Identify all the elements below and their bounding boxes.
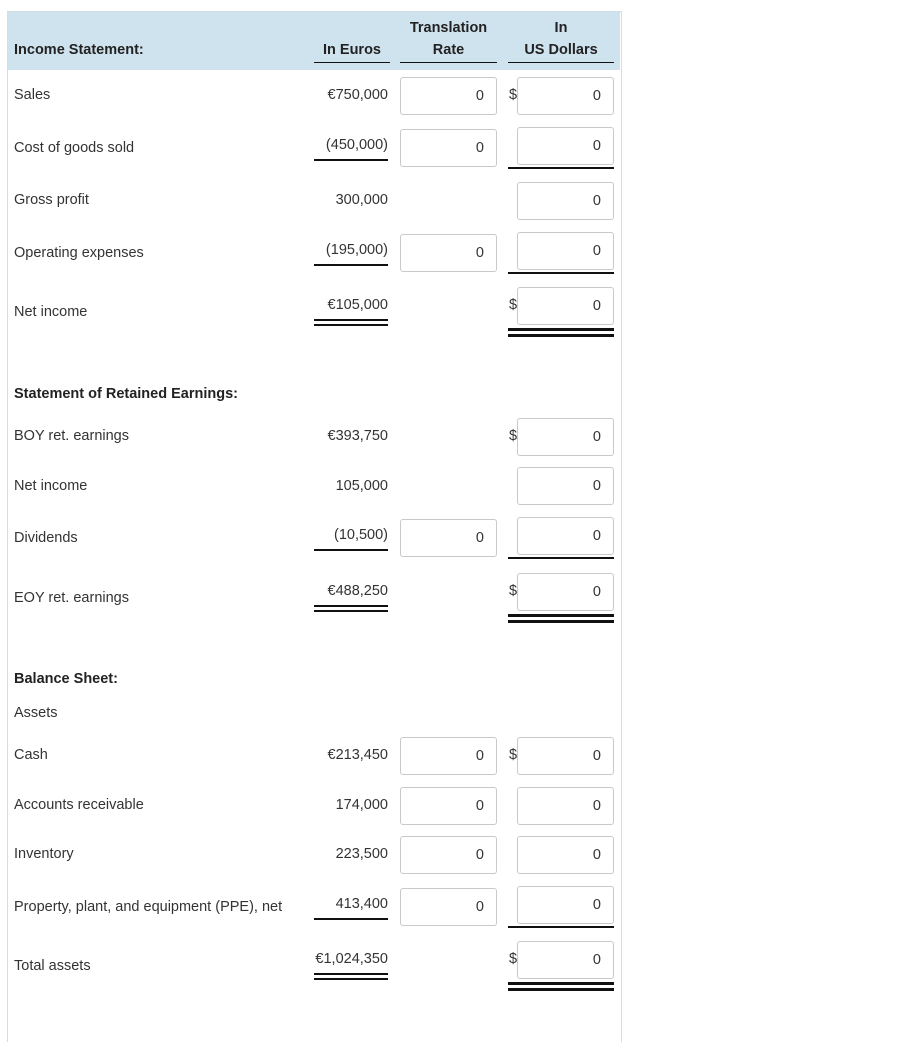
euros-operating-expenses: (195,000) bbox=[325, 242, 388, 258]
row-label-cash: Cash bbox=[14, 747, 48, 763]
usd-input-sales[interactable]: 0 bbox=[517, 77, 614, 115]
retained-earnings-title: Statement of Retained Earnings: bbox=[14, 386, 238, 402]
usd-input-net-income[interactable]: 0 bbox=[517, 287, 614, 325]
income-statement-title: Income Statement: bbox=[14, 42, 144, 58]
euros-opex-underline bbox=[314, 264, 388, 266]
usd-input-operating-expenses[interactable]: 0 bbox=[517, 232, 614, 270]
row-label-eoy-ret-earnings: EOY ret. earnings bbox=[14, 590, 129, 606]
dollar-sign-total-assets: $ bbox=[509, 951, 518, 967]
row-label-net-income: Net income bbox=[14, 304, 88, 320]
euros-sales: €750,000 bbox=[327, 87, 388, 103]
euros-cogs: (450,000) bbox=[325, 137, 388, 153]
row-label-gross-profit: Gross profit bbox=[14, 192, 89, 208]
euros-cash: €213,450 bbox=[327, 747, 388, 763]
col-header-euros: In Euros bbox=[322, 42, 381, 58]
rate-input-cogs[interactable]: 0 bbox=[400, 129, 497, 167]
euros-total-assets-double-line-bottom bbox=[314, 978, 388, 980]
col-header-usd-line2: US Dollars bbox=[524, 42, 598, 58]
euros-boy-ret-earnings: €393,750 bbox=[327, 428, 388, 444]
assets-label: Assets bbox=[14, 705, 58, 721]
rate-input-accounts-receivable[interactable]: 0 bbox=[400, 787, 497, 825]
usd-input-accounts-receivable[interactable]: 0 bbox=[517, 787, 614, 825]
usd-input-eoy-ret-earnings[interactable]: 0 bbox=[517, 573, 614, 611]
usd-input-cogs[interactable]: 0 bbox=[517, 127, 614, 165]
usd-opex-underline bbox=[508, 272, 614, 274]
dollar-sign-sales: $ bbox=[509, 87, 518, 103]
euros-eoy-ret-earnings: €488,250 bbox=[327, 583, 388, 599]
rate-input-cash[interactable]: 0 bbox=[400, 737, 497, 775]
col-header-rate-underline bbox=[400, 62, 497, 63]
row-label-sales: Sales bbox=[14, 87, 51, 103]
rate-input-operating-expenses[interactable]: 0 bbox=[400, 234, 497, 272]
dollar-sign-boy-ret-earnings: $ bbox=[509, 428, 518, 444]
dollar-sign-cash: $ bbox=[509, 747, 518, 763]
usd-eoy-double-line-bottom bbox=[508, 620, 614, 623]
col-header-euros-underline bbox=[314, 62, 390, 63]
row-label-operating-expenses: Operating expenses bbox=[14, 245, 144, 261]
usd-input-dividends[interactable]: 0 bbox=[517, 517, 614, 555]
euros-net-income: €105,000 bbox=[327, 297, 388, 313]
row-label-inventory: Inventory bbox=[14, 846, 74, 862]
euros-dividends-underline bbox=[314, 549, 388, 551]
euros-gross-profit: 300,000 bbox=[335, 192, 388, 208]
usd-input-cash[interactable]: 0 bbox=[517, 737, 614, 775]
usd-input-re-net-income[interactable]: 0 bbox=[517, 467, 614, 505]
euros-re-net-income: 105,000 bbox=[335, 478, 388, 494]
usd-net-income-double-line-top bbox=[508, 328, 614, 331]
usd-cogs-underline bbox=[508, 167, 614, 169]
balance-sheet-title: Balance Sheet: bbox=[14, 671, 118, 687]
col-header-rate-line1: Translation bbox=[409, 20, 488, 36]
row-label-ppe: Property, plant, and equipment (PPE), net bbox=[14, 899, 283, 915]
dollar-sign-net-income: $ bbox=[509, 297, 518, 313]
row-label-accounts-receivable: Accounts receivable bbox=[14, 797, 144, 813]
euros-inventory: 223,500 bbox=[335, 846, 388, 862]
rate-input-sales[interactable]: 0 bbox=[400, 77, 497, 115]
row-label-cogs: Cost of goods sold bbox=[14, 140, 135, 156]
usd-input-boy-ret-earnings[interactable]: 0 bbox=[517, 418, 614, 456]
euros-eoy-double-line-top bbox=[314, 605, 388, 607]
usd-input-gross-profit[interactable]: 0 bbox=[517, 182, 614, 220]
euros-total-assets-double-line-top bbox=[314, 973, 388, 975]
euros-accounts-receivable: 174,000 bbox=[335, 797, 388, 813]
dollar-sign-eoy-ret-earnings: $ bbox=[509, 583, 518, 599]
rate-input-dividends[interactable]: 0 bbox=[400, 519, 497, 557]
col-header-usd-line1: In bbox=[554, 20, 568, 36]
rate-input-ppe[interactable]: 0 bbox=[400, 888, 497, 926]
usd-ppe-underline bbox=[508, 926, 614, 928]
col-header-rate-line2: Rate bbox=[432, 42, 465, 58]
euros-eoy-double-line-bottom bbox=[314, 610, 388, 612]
row-label-boy-ret-earnings: BOY ret. earnings bbox=[14, 428, 129, 444]
usd-eoy-double-line-top bbox=[508, 614, 614, 617]
usd-total-assets-double-line-bottom bbox=[508, 988, 614, 991]
col-header-usd-underline bbox=[508, 62, 614, 63]
euros-cogs-underline bbox=[314, 159, 388, 161]
usd-total-assets-double-line-top bbox=[508, 982, 614, 985]
usd-dividends-underline bbox=[508, 557, 614, 559]
euros-ppe-underline bbox=[314, 918, 388, 920]
row-label-total-assets: Total assets bbox=[14, 958, 91, 974]
row-label-re-net-income: Net income bbox=[14, 478, 88, 494]
rate-input-inventory[interactable]: 0 bbox=[400, 836, 497, 874]
euros-dividends: (10,500) bbox=[333, 527, 388, 543]
row-label-dividends: Dividends bbox=[14, 530, 78, 546]
euros-ppe: 413,400 bbox=[335, 896, 388, 912]
euros-total-assets: €1,024,350 bbox=[315, 951, 388, 967]
euros-net-income-double-line-top bbox=[314, 319, 388, 321]
usd-input-inventory[interactable]: 0 bbox=[517, 836, 614, 874]
usd-input-ppe[interactable]: 0 bbox=[517, 886, 614, 924]
euros-net-income-double-line-bottom bbox=[314, 324, 388, 326]
usd-net-income-double-line-bottom bbox=[508, 334, 614, 337]
usd-input-total-assets[interactable]: 0 bbox=[517, 941, 614, 979]
